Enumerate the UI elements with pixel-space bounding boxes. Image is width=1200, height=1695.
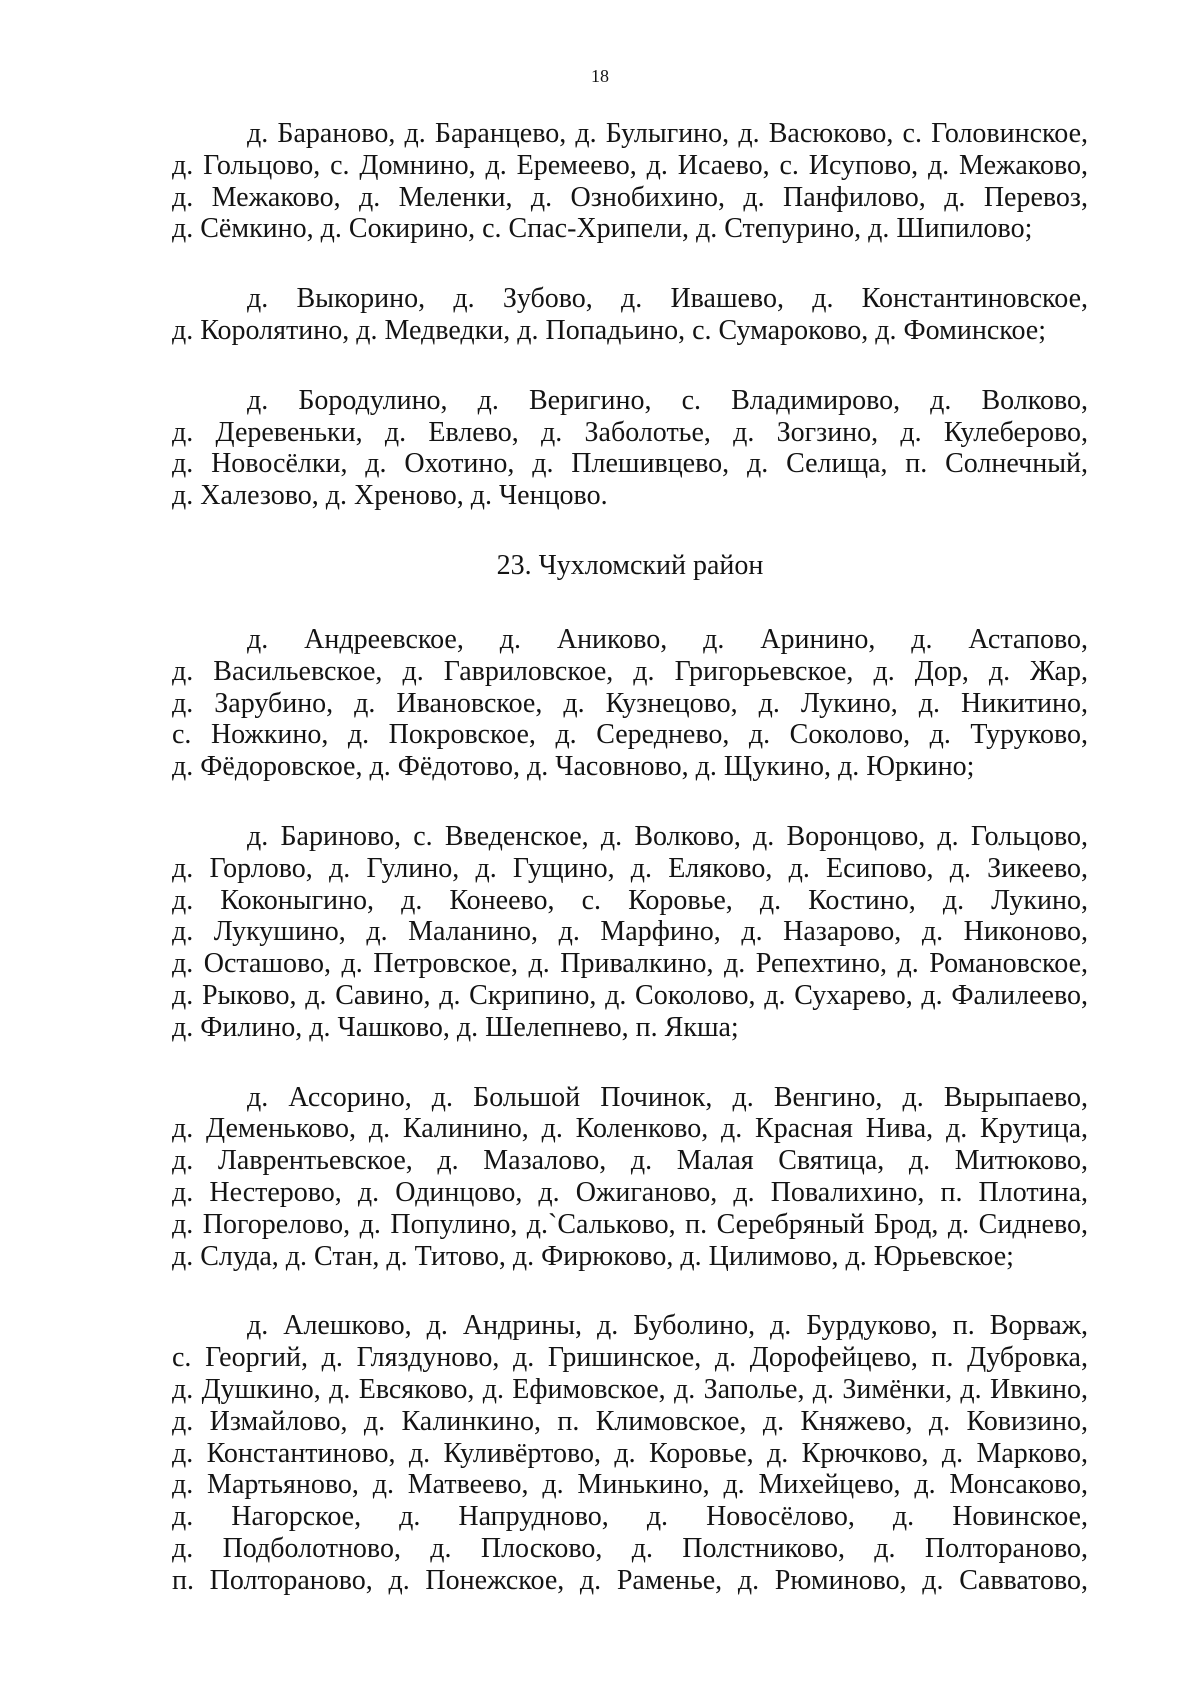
text-line: д. Гольцово, с. Домнино, д. Еремеево, д. Исаево, с. Исупово, д. Межаково, [172,149,1088,181]
text-line: д. Нагорское, д. Напрудново, д. Новосёлово, д. Новинское, [172,1501,1088,1533]
text-line: п. Полтораново, д. Понежское, д. Раменье, д. Рюминово, д. Савватово, [172,1564,1088,1596]
text-line: д. Подболотново, д. Плосково, д. Полстниково, д. Полтораново, [172,1532,1088,1564]
text-line: д. Измайлово, д. Калинкино, п. Климовское, д. Княжево, д. Ковизино, [172,1405,1088,1437]
text-line: д. Андреевское, д. Аниково, д. Аринино, д. Астапово, [247,623,1088,655]
text-line: д. Новосёлки, д. Охотино, д. Плешивцево, д. Селища, п. Солнечный, [172,448,1088,480]
paragraph [172,385,1088,512]
section-heading: 23. Чухломский район [496,549,764,581]
paragraph [172,821,1088,1044]
paragraph [172,1310,1088,1596]
text-line: д. Погорелово, д. Популино, д.`Сальково, п. Серебряный Брод, д. Сиднево, [172,1208,1088,1240]
text-line: д. Васильевское, д. Гавриловское, д. Григорьевское, д. Дор, д. Жар, [172,655,1088,687]
text-line: д. Душкино, д. Евсяково, д. Ефимовское, д. Заполье, д. Зимёнки, д. Ивкино, [172,1373,1088,1405]
text-line: д. Слуда, д. Стан, д. Титово, д. Фирюково, д. Цилимово, д. Юрьевское; [172,1240,1014,1272]
paragraph [172,1082,1088,1273]
text-line: д. Выкорино, д. Зубово, д. Ивашево, д. Константиновское, [247,283,1088,315]
text-line: д. Сёмкино, д. Сокирино, с. Спас-Хрипели, д. Степурино, д. Шипилово; [172,213,1033,245]
text-line: с. Георгий, д. Гляздуново, д. Гришинское, д. Дорофейцево, п. Дубровка, [172,1342,1088,1374]
text-line: д. Деревеньки, д. Евлево, д. Заболотье, д. Зогзино, д. Кулеберово, [172,416,1088,448]
text-line: д. Коконыгино, д. Конеево, с. Коровье, д. Костино, д. Лукино, [172,884,1088,916]
text-line: д. Фёдоровское, д. Фёдотово, д. Часовново, д. Щукино, д. Юркино; [172,751,975,783]
text-line: д. Филино, д. Чашково, д. Шелепнево, п. Якша; [172,1011,739,1043]
text-line: д. Горлово, д. Гулино, д. Гущино, д. Еляково, д. Есипово, д. Зикеево, [172,852,1088,884]
text-line: д. Лаврентьевское, д. Мазалово, д. Малая Святица, д. Митюково, [172,1145,1088,1177]
text-line: д. Бараново, д. Баранцево, д. Булыгино, д. Васюково, с. Головинское, [247,118,1088,149]
text-line: д. Королятино, д. Медведки, д. Попадьино, с. Сумароково, д. Фоминское; [172,314,1046,346]
text-line: д. Константиново, д. Куливёртово, д. Коровье, д. Крючково, д. Марково, [172,1437,1088,1469]
text-line: д. Деменьково, д. Калинино, д. Коленково, д. Красная Нива, д. Крутица, [172,1113,1088,1145]
text-line: д. Бариново, с. Введенское, д. Волково, д. Воронцово, д. Гольцово, [247,820,1088,852]
text-line: д. Халезово, д. Хреново, д. Ченцово. [172,480,608,512]
text-line: д. Бородулино, д. Веригино, с. Владимирово, д. Волково, [247,384,1088,416]
paragraph [172,624,1088,783]
page-number: 18 [591,66,609,86]
paragraph [172,283,1088,347]
text-line: д. Зарубино, д. Ивановское, д. Кузнецово, д. Лукино, д. Никитино, [172,687,1088,719]
paragraph [172,118,1088,245]
document-body [172,118,1088,1634]
text-line: д. Осташово, д. Петровское, д. Привалкино, д. Репехтино, д. Романовское, [172,948,1088,980]
text-line: д. Рыково, д. Савино, д. Скрипино, д. Соколово, д. Сухарево, д. Фалилеево, [172,979,1088,1011]
text-line: д. Лукушино, д. Маланино, д. Марфино, д. Назарово, д. Никоново, [172,916,1088,948]
text-line: д. Ассорино, д. Большой Починок, д. Венгино, д. Вырыпаево, [247,1081,1088,1113]
text-line: д. Межаково, д. Меленки, д. Ознобихино, д. Панфилово, д. Перевоз, [172,181,1088,213]
text-line: с. Ножкино, д. Покровское, д. Середнево, д. Соколово, д. Туруково, [172,719,1088,751]
text-line: д. Алешково, д. Андрины, д. Буболино, д. Бурдуково, п. Ворваж, [247,1310,1088,1342]
text-line: д. Мартьяново, д. Матвеево, д. Минькино, д. Михейцево, д. Монсаково, [172,1469,1088,1501]
text-line: д. Нестерово, д. Одинцово, д. Ожиганово, д. Повалихино, п. Плотина, [172,1176,1088,1208]
